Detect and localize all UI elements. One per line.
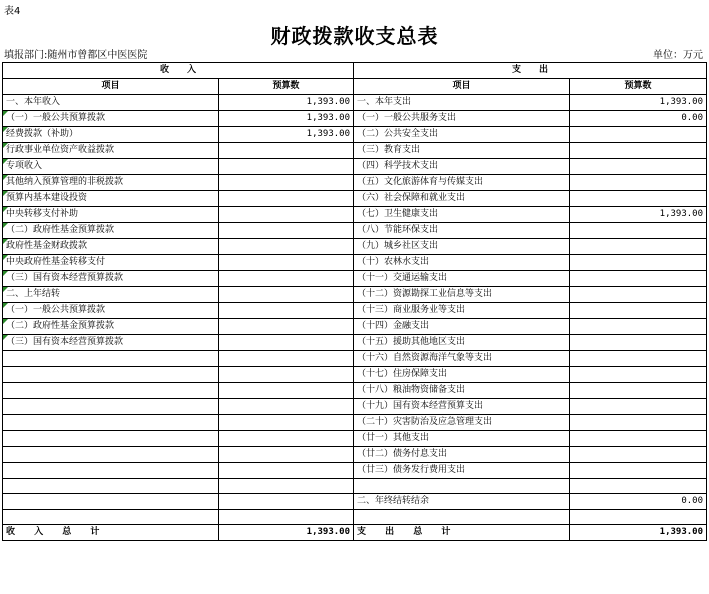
table-row — [3, 463, 707, 479]
expense-item: （十）农林水支出 — [354, 255, 570, 271]
expense-value — [570, 367, 707, 383]
table-row — [3, 223, 707, 239]
income-value — [219, 399, 354, 415]
income-item: 一、本年收入 — [3, 95, 219, 111]
income-item — [3, 367, 219, 383]
expense-value — [570, 319, 707, 335]
table-row — [3, 319, 707, 335]
table-row — [3, 287, 707, 303]
section-header-row — [3, 63, 707, 79]
expense-value — [570, 287, 707, 303]
income-total-label: 收 入 总 计 — [3, 525, 219, 541]
expense-value — [570, 159, 707, 175]
expense-value — [570, 399, 707, 415]
expense-item: （五）文化旅游体育与传媒支出 — [354, 175, 570, 191]
income-item — [3, 399, 219, 415]
expense-item: （十七）住房保障支出 — [354, 367, 570, 383]
empty-cell — [219, 510, 354, 525]
expense-item: （十九）国有资本经营预算支出 — [354, 399, 570, 415]
table-row — [3, 271, 707, 287]
income-item — [3, 447, 219, 463]
expense-item: （四）科学技术支出 — [354, 159, 570, 175]
expense-item: （一）一般公共服务支出 — [354, 111, 570, 127]
table-row — [3, 415, 707, 431]
income-value — [219, 175, 354, 191]
table-row — [3, 95, 707, 111]
income-value — [219, 447, 354, 463]
expense-value — [570, 351, 707, 367]
income-item: 二、上年结转 — [3, 287, 219, 303]
expense-value — [570, 239, 707, 255]
income-item: 经费拨款（补助） — [3, 127, 219, 143]
income-item: 预算内基本建设投资 — [3, 191, 219, 207]
expense-value — [570, 383, 707, 399]
income-value — [219, 431, 354, 447]
carryover-value: 0.00 — [570, 494, 707, 510]
expense-value — [570, 255, 707, 271]
empty-cell — [570, 479, 707, 494]
expense-item-header: 项目 — [354, 79, 570, 95]
income-item: （二）政府性基金预算拨款 — [3, 223, 219, 239]
table-row — [3, 447, 707, 463]
income-item: 政府性基金财政拨款 — [3, 239, 219, 255]
table-row — [3, 510, 707, 525]
income-value — [219, 239, 354, 255]
income-item-header: 项目 — [3, 79, 219, 95]
income-item: （一）一般公共预算拨款 — [3, 303, 219, 319]
expense-value — [570, 175, 707, 191]
income-value — [219, 335, 354, 351]
income-item: 其他纳入预算管理的非税拨款 — [3, 175, 219, 191]
income-value — [219, 303, 354, 319]
income-item: （三）国有资本经营预算拨款 — [3, 335, 219, 351]
expense-item: （二十）灾害防治及应急管理支出 — [354, 415, 570, 431]
income-item: 中央政府性基金转移支付 — [3, 255, 219, 271]
income-value — [219, 367, 354, 383]
table-row — [3, 143, 707, 159]
unit-label: 单位：万元 — [653, 50, 703, 61]
expense-item: （二）公共安全支出 — [354, 127, 570, 143]
income-item — [3, 431, 219, 447]
expense-item: （九）城乡社区支出 — [354, 239, 570, 255]
table-row — [3, 175, 707, 191]
expense-budget-header: 预算数 — [570, 79, 707, 95]
income-value — [219, 415, 354, 431]
table-row — [3, 159, 707, 175]
table-row — [3, 351, 707, 367]
table-row — [3, 383, 707, 399]
income-item: 行政事业单位资产收益拨款 — [3, 143, 219, 159]
expense-item: （十二）资源勘探工业信息等支出 — [354, 287, 570, 303]
income-value — [219, 223, 354, 239]
empty-cell — [3, 510, 219, 525]
budget-table-body — [3, 63, 707, 541]
income-value — [219, 319, 354, 335]
empty-cell — [3, 494, 219, 510]
income-value — [219, 159, 354, 175]
empty-cell — [354, 479, 570, 494]
income-value — [219, 271, 354, 287]
expense-value: 1,393.00 — [570, 95, 707, 111]
empty-cell — [354, 510, 570, 525]
income-item: 专项收入 — [3, 159, 219, 175]
expense-item: （八）节能环保支出 — [354, 223, 570, 239]
table-row — [3, 479, 707, 494]
income-value — [219, 143, 354, 159]
expense-value — [570, 191, 707, 207]
expense-item: （六）社会保障和就业支出 — [354, 191, 570, 207]
income-value — [219, 207, 354, 223]
totals-row — [3, 525, 707, 541]
income-value — [219, 287, 354, 303]
expense-value — [570, 127, 707, 143]
expense-value — [570, 463, 707, 479]
expense-item: （十四）金融支出 — [354, 319, 570, 335]
income-value — [219, 255, 354, 271]
expense-item: （十五）援助其他地区支出 — [354, 335, 570, 351]
sheet-label: 表4 — [4, 6, 21, 17]
expense-value — [570, 447, 707, 463]
table-row — [3, 111, 707, 127]
expense-total-label: 支 出 总 计 — [354, 525, 570, 541]
carryover-label: 二、年终结转结余 — [354, 494, 570, 510]
table-row — [3, 367, 707, 383]
expense-item: （三）教育支出 — [354, 143, 570, 159]
expense-item: （廿三）债务发行费用支出 — [354, 463, 570, 479]
expense-item: （廿一）其他支出 — [354, 431, 570, 447]
expense-value — [570, 271, 707, 287]
income-item — [3, 415, 219, 431]
income-value: 1,393.00 — [219, 111, 354, 127]
expense-item: （廿二）债务付息支出 — [354, 447, 570, 463]
table-row — [3, 303, 707, 319]
income-item: （二）政府性基金预算拨款 — [3, 319, 219, 335]
table-row — [3, 255, 707, 271]
expense-value — [570, 431, 707, 447]
expense-total-value: 1,393.00 — [570, 525, 707, 541]
income-value: 1,393.00 — [219, 127, 354, 143]
expense-header: 支 出 — [354, 63, 707, 79]
income-value — [219, 383, 354, 399]
income-value — [219, 463, 354, 479]
income-item: （三）国有资本经营预算拨款 — [3, 271, 219, 287]
table-row — [3, 431, 707, 447]
expense-item: （十一）交通运输支出 — [354, 271, 570, 287]
table-row — [3, 239, 707, 255]
income-value: 1,393.00 — [219, 95, 354, 111]
expense-item: （十六）自然资源海洋气象等支出 — [354, 351, 570, 367]
department-label: 填报部门:随州市曾都区中医医院 — [4, 50, 148, 61]
expense-value — [570, 335, 707, 351]
budget-table — [2, 62, 707, 541]
table-row — [3, 127, 707, 143]
empty-cell — [219, 479, 354, 494]
page-title: 财政拨款收支总表 — [270, 24, 439, 48]
expense-value — [570, 303, 707, 319]
expense-value: 1,393.00 — [570, 207, 707, 223]
expense-value — [570, 223, 707, 239]
expense-item: （十八）粮油物资储备支出 — [354, 383, 570, 399]
table-row — [3, 399, 707, 415]
expense-value: 0.00 — [570, 111, 707, 127]
expense-item: （十三）商业服务业等支出 — [354, 303, 570, 319]
income-value — [219, 351, 354, 367]
carryover-row — [3, 494, 707, 510]
table-row — [3, 191, 707, 207]
income-total-value: 1,393.00 — [219, 525, 354, 541]
empty-cell — [3, 479, 219, 494]
income-header: 收 入 — [3, 63, 354, 79]
table-row — [3, 207, 707, 223]
income-value — [219, 191, 354, 207]
income-item: 中央转移支付补助 — [3, 207, 219, 223]
income-budget-header: 预算数 — [219, 79, 354, 95]
income-item: （一）一般公共预算拨款 — [3, 111, 219, 127]
income-item — [3, 383, 219, 399]
empty-cell — [219, 494, 354, 510]
income-item — [3, 351, 219, 367]
expense-item: （七）卫生健康支出 — [354, 207, 570, 223]
expense-item: 一、本年支出 — [354, 95, 570, 111]
expense-value — [570, 143, 707, 159]
expense-value — [570, 415, 707, 431]
income-item — [3, 463, 219, 479]
column-header-row — [3, 79, 707, 95]
table-row — [3, 335, 707, 351]
empty-cell — [570, 510, 707, 525]
